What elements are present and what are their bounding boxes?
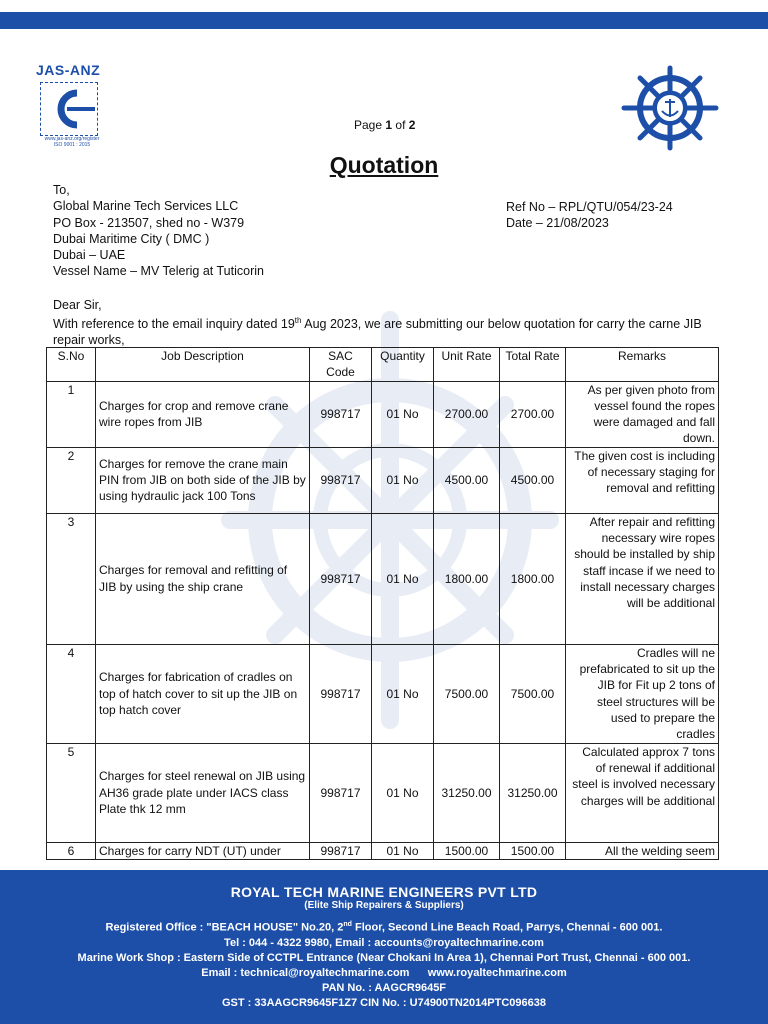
- cell-total-rate: 1500.00: [500, 842, 566, 859]
- cell-remarks: All the welding seem: [566, 842, 719, 859]
- workshop-address: Marine Work Shop : Eastern Side of CCTPL Entrance (Near Chokani In Area 1), Chennai Port Trust, Chennai - 600 001.: [77, 951, 691, 964]
- cell-total-rate: 2700.00: [500, 381, 566, 447]
- table-header-row: [47, 348, 719, 382]
- cell-sno: 2: [47, 447, 96, 513]
- cell-sno: 1: [47, 381, 96, 447]
- table-row: [47, 644, 719, 743]
- column-header-total-rate: Total Rate: [500, 348, 566, 382]
- table-row: [47, 842, 719, 859]
- cell-total-rate: 31250.00: [500, 743, 566, 842]
- certification-mark-icon: [41, 83, 97, 135]
- to-label: To,: [53, 183, 70, 197]
- column-header-sno: S.No: [47, 348, 96, 382]
- cell-description: Charges for crop and remove crane wire ropes from JIB: [96, 381, 310, 447]
- jas-register-url: www.jas-anz.org/register: [44, 136, 100, 142]
- column-header-sac-code: SAC Code: [310, 348, 372, 382]
- cell-sno: 5: [47, 743, 96, 842]
- cell-description: Charges for removal and refitting of JIB by using the ship crane: [96, 513, 310, 644]
- column-header-unit-rate: Unit Rate: [434, 348, 500, 382]
- company-name: ROYAL TECH MARINE ENGINEERS PVT LTD: [230, 884, 538, 900]
- column-header-quantity: Quantity: [372, 348, 434, 382]
- cell-sac-code: 998717: [310, 644, 372, 743]
- table-row: [47, 513, 719, 644]
- cell-total-rate: 1800.00: [500, 513, 566, 644]
- cell-remarks: After repair and refitting necessary wire ropes should be installed by ship staff incase if we need to install necessary charges will be additional: [566, 513, 719, 644]
- cell-unit-rate: 31250.00: [434, 743, 500, 842]
- cell-sno: 4: [47, 644, 96, 743]
- cell-total-rate: 4500.00: [500, 447, 566, 513]
- cell-unit-rate: 1800.00: [434, 513, 500, 644]
- page-total: 2: [408, 118, 416, 132]
- page-prefix: Page: [354, 118, 383, 132]
- cell-sac-code: 998717: [310, 743, 372, 842]
- cell-sac-code: 998717: [310, 513, 372, 644]
- cell-sno: 6: [47, 842, 96, 859]
- cell-quantity: 01 No: [372, 644, 434, 743]
- cell-description: Charges for remove the crane main PIN from JIB on both side of the JIB by using hydraulic jack 100 Tons: [96, 447, 310, 513]
- intro-superscript: th: [294, 316, 302, 325]
- intro-text: Aug 2023, we are submitting our below quotation for carry the carne JIB repair works,: [53, 317, 702, 348]
- cell-sac-code: 998717: [310, 381, 372, 447]
- cell-sno: 3: [47, 513, 96, 644]
- cell-quantity: 01 No: [372, 842, 434, 859]
- address-line: Dubai Maritime City ( DMC ): [53, 231, 210, 246]
- cell-sac-code: 998717: [310, 447, 372, 513]
- recipient-address: [53, 182, 264, 280]
- contact-line: Tel : 044 - 4322 9980, Email : accounts@royaltechmarine.com: [224, 936, 544, 949]
- jas-standard: ISO 9001 : 2015: [53, 142, 91, 148]
- gst-cin-number: GST : 33AAGCR9645F1Z7 CIN No. : U74900TN2014PTC096638: [221, 996, 547, 1009]
- reference-number: Ref No – RPL/QTU/054/23-24: [506, 200, 673, 214]
- address-line: Dubai – UAE: [53, 248, 126, 263]
- letter-intro: [53, 297, 718, 348]
- reference-block: [506, 199, 673, 232]
- page-indicator: [354, 118, 415, 132]
- cell-unit-rate: 7500.00: [434, 644, 500, 743]
- cell-quantity: 01 No: [372, 381, 434, 447]
- registered-office-text: Floor, Second Line Beach Road, Parrys, Chennai - 600 001.: [351, 921, 663, 934]
- registered-office-superscript: nd: [343, 921, 352, 928]
- page-of: of: [395, 118, 406, 132]
- cell-unit-rate: 2700.00: [434, 381, 500, 447]
- jas-anz-logo: [36, 62, 108, 150]
- quotation-table: [46, 347, 719, 860]
- salutation: Dear Sir,: [53, 298, 102, 312]
- jas-anz-brand: JAS-ANZ: [36, 62, 101, 78]
- cell-quantity: 01 No: [372, 513, 434, 644]
- intro-text: With reference to the email inquiry dated 19: [53, 317, 295, 332]
- page-current: 1: [385, 118, 393, 132]
- table-row: [47, 381, 719, 447]
- registered-office: [0, 917, 768, 936]
- jas-anz-mark: [40, 82, 98, 136]
- column-header-remarks: Remarks: [566, 348, 719, 382]
- cell-remarks: Calculated approx 7 tons of renewal if additional steel is involved necessary charges will be additional: [566, 743, 719, 842]
- cell-description: Charges for carry NDT (UT) under: [96, 842, 310, 859]
- cell-remarks: As per given photo from vessel found the ropes were damaged and fall down.: [566, 381, 719, 447]
- cell-sac-code: 998717: [310, 842, 372, 859]
- pan-number: PAN No. : AAGCR9645F: [321, 981, 447, 994]
- cell-remarks: The given cost is including of necessary staging for removal and refitting: [566, 447, 719, 513]
- column-header-description: Job Description: [96, 348, 310, 382]
- intro-paragraph: [53, 313, 718, 348]
- cell-description: Charges for steel renewal on JIB using AH36 grade plate under IACS class Plate thk 12 mm: [96, 743, 310, 842]
- cell-remarks: Cradles will ne prefabricated to sit up the JIB for Fit up 2 tons of steel structures will be used to prepare the cradles: [566, 644, 719, 743]
- email-website-line: Email : technical@royaltechmarine.com www.royaltechmarine.com: [201, 966, 567, 979]
- ship-wheel-logo-icon: [614, 62, 726, 154]
- cell-description: Charges for fabrication of cradles on top of hatch cover to sit up the JIB on top hatch cover: [96, 644, 310, 743]
- header-band: [0, 12, 768, 29]
- table-row: [47, 743, 719, 842]
- address-line: PO Box - 213507, shed no - W379: [53, 215, 245, 230]
- registered-office-text: Registered Office : "BEACH HOUSE" No.20, 2: [105, 921, 344, 934]
- document-title: Quotation: [329, 152, 439, 178]
- table-row: [47, 447, 719, 513]
- vessel-name: Vessel Name – MV Telerig at Tuticorin: [53, 264, 264, 279]
- company-tagline: (Elite Ship Repairers & Suppliers): [304, 900, 464, 911]
- jas-anz-caption: [36, 136, 108, 148]
- address-line: Global Marine Tech Services LLC: [53, 199, 239, 214]
- quotation-date: Date – 21/08/2023: [506, 216, 609, 231]
- cell-unit-rate: 1500.00: [434, 842, 500, 859]
- cell-unit-rate: 4500.00: [434, 447, 500, 513]
- cell-quantity: 01 No: [372, 743, 434, 842]
- cell-quantity: 01 No: [372, 447, 434, 513]
- cell-total-rate: 7500.00: [500, 644, 566, 743]
- company-footer: [0, 870, 768, 1024]
